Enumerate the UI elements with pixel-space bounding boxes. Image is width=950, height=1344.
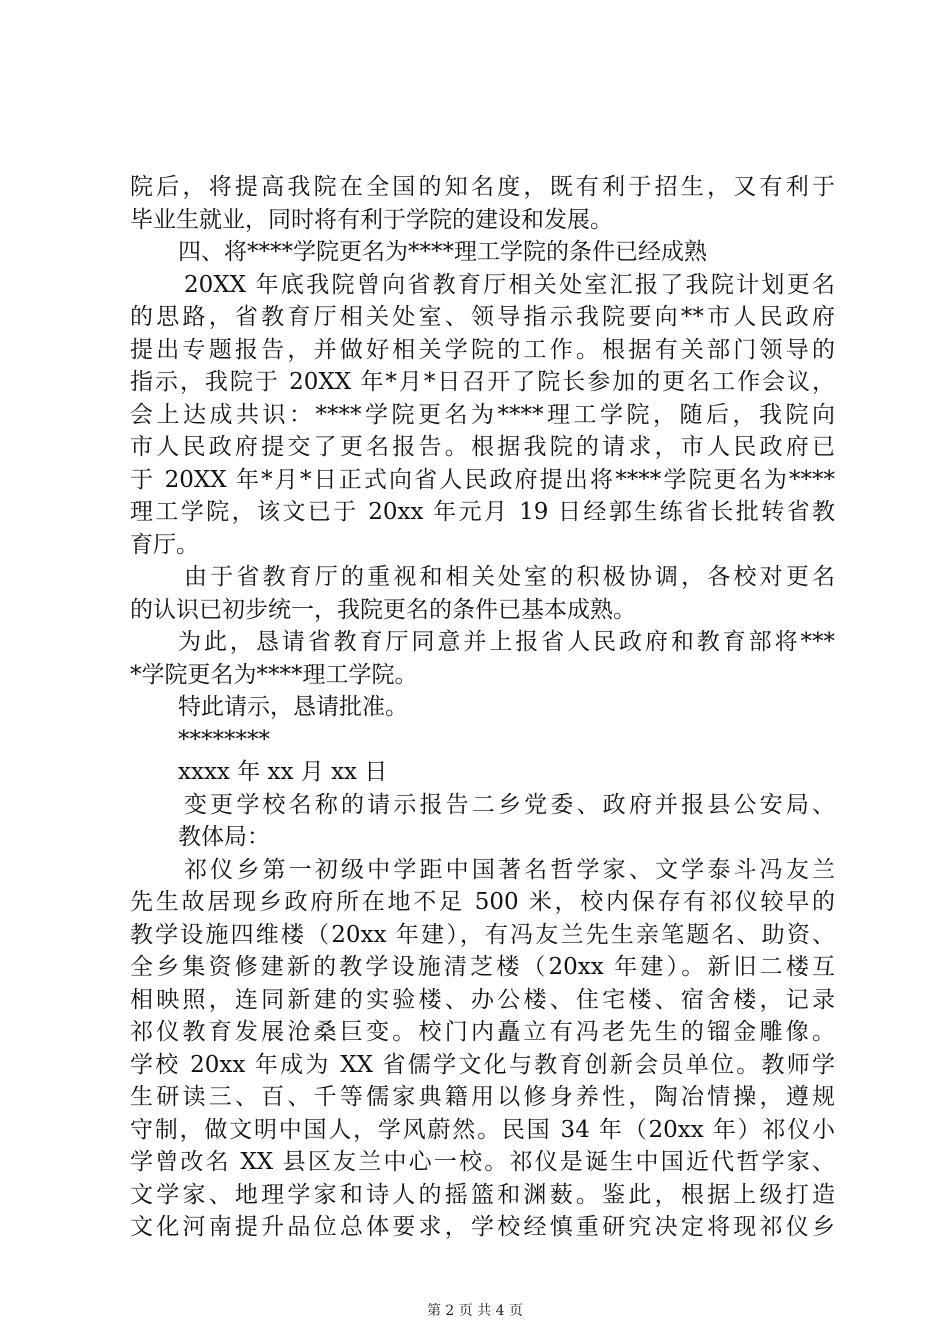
text-line: 教学设施四维楼（20xx 年建），有冯友兰先生亲笔题名、助资、: [130, 921, 835, 948]
text-line: 为此，恳请省教育厅同意并上报省人民政府和教育部将***: [178, 629, 835, 655]
page-footer: [0, 1301, 950, 1321]
text-line: 指示，我院于 20XX 年*月*日召开了院长参加的更名工作会议，: [130, 369, 835, 395]
text-line: 的认识已初步统一，我院更名的条件已基本成熟。: [130, 596, 636, 623]
text-line: 文学家、地理学家和诗人的摇篮和渊薮。鉴此，根据上级打造: [130, 1181, 835, 1208]
text-line: 先生故居现乡政府所在地不足 500 米，校内保存有祁仪较早的: [130, 889, 835, 915]
text-line: 祁仪乡第一初级中学距中国著名哲学家、文学泰斗冯友兰: [184, 856, 835, 883]
text-line: 提出专题报告，并做好相关学院的工作。根据有关部门领导的: [130, 336, 835, 363]
text-line: 学校 20xx 年成为 XX 省儒学文化与教育创新会员单位。教师学: [130, 1051, 835, 1078]
date-line: xxxx 年 xx 月 xx 日: [178, 759, 388, 785]
text-line: 的思路，省教育厅相关处室、领导指示我院要向**市人民政府: [130, 304, 835, 330]
text-line: 院后，将提高我院在全国的知名度，既有利于招生，又有利于: [130, 174, 835, 200]
text-line: 理工学院，该文已于 20xx 年元月 19 日经郭生练省长批转省教: [130, 499, 835, 525]
signature-placeholder: ********: [178, 726, 270, 753]
text-line: 学曾改名 XX 县区友兰中心一校。祁仪是诞生中国近代哲学家、: [130, 1149, 835, 1175]
text-line: *学院更名为****理工学院。: [130, 661, 418, 688]
page-number: 第 2 页 共 4 页: [426, 1303, 524, 1319]
text-line: 生研读三、百、千等儒家典籍用以修身养性，陶冶情操，遵规: [130, 1084, 835, 1110]
text-line: 毕业生就业，同时将有利于学院的建设和发展。: [130, 206, 613, 233]
text-line: 文化河南提升品位总体要求，学校经慎重研究决定将现祁仪乡: [130, 1214, 835, 1240]
section-heading: 四、将****学院更名为****理工学院的条件已经成熟: [178, 239, 707, 265]
recipient-line: 教体局：: [178, 824, 270, 850]
closing-request: 特此请示，恳请批准。: [178, 694, 408, 720]
document-title: 变更学校名称的请示报告二乡党委、政府并报县公安局、: [184, 791, 835, 818]
text-line: 由于省教育厅的重视和相关处室的积极协调，各校对更名: [184, 564, 835, 590]
text-line: 育厅。: [130, 531, 199, 558]
text-line: 守制，做文明中国人，学风蔚然。民国 34 年（20xx 年）祁仪小: [130, 1116, 835, 1143]
text-line: 20XX 年底我院曾向省教育厅相关处室汇报了我院计划更名: [184, 271, 835, 298]
document-body: [130, 171, 835, 1244]
text-line: 全乡集资修建新的教学设施清芝楼（20xx 年建）。新旧二楼互: [130, 954, 835, 980]
text-line: 相映照，连同新建的实验楼、办公楼、住宅楼、宿舍楼，记录: [130, 986, 835, 1013]
text-line: 市人民政府提交了更名报告。根据我院的请求，市人民政府已: [130, 434, 835, 460]
text-line: 会上达成共识：****学院更名为****理工学院，随后，我院向: [130, 401, 835, 428]
text-line: 于 20XX 年*月*日正式向省人民政府提出将****学院更名为****: [130, 466, 835, 493]
text-line: 祁仪教育发展沧桑巨变。校门内矗立有冯老先生的镏金雕像。: [130, 1019, 835, 1045]
